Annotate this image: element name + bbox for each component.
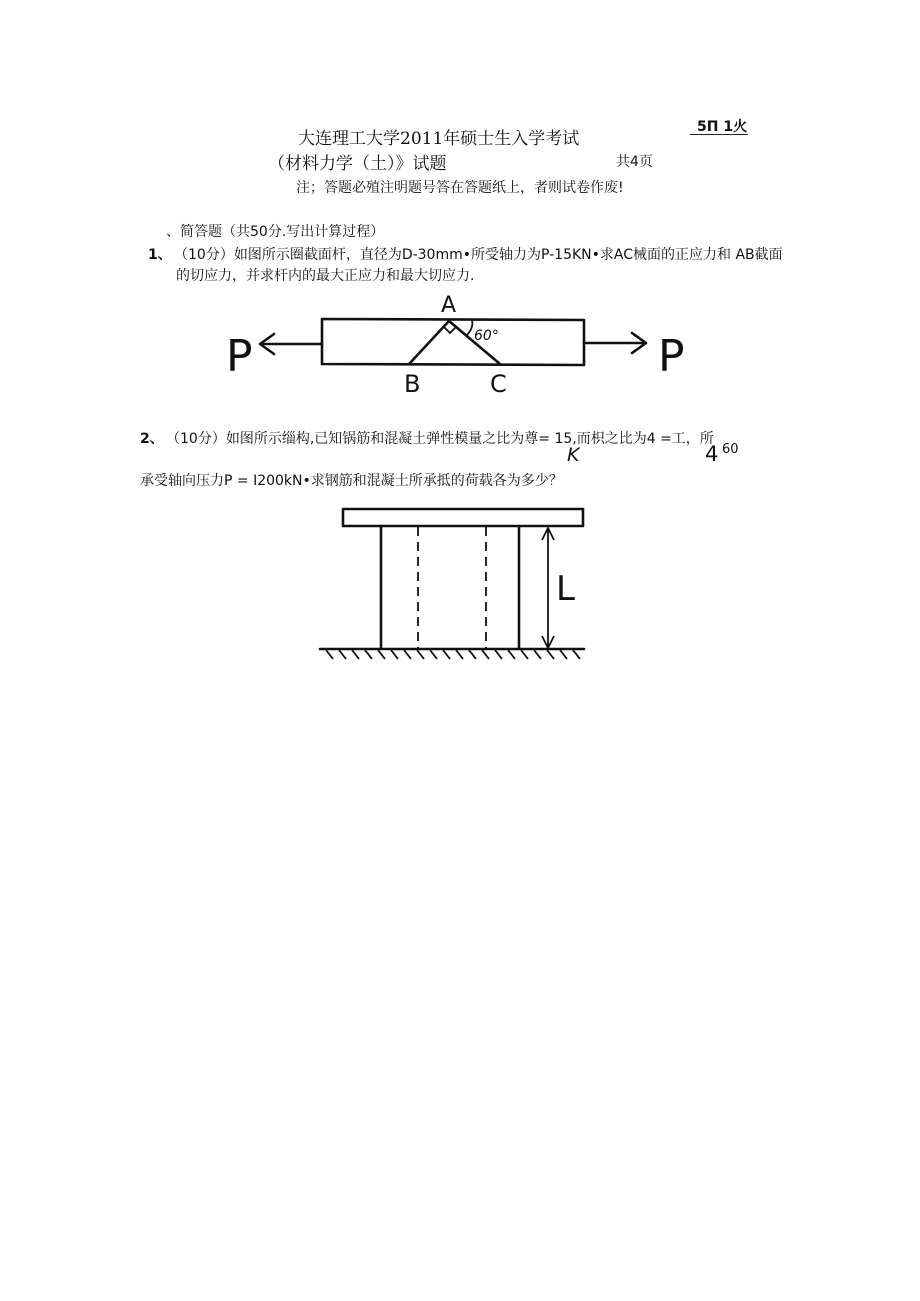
left-force-arrow-head [260, 334, 274, 354]
corner-mark-number: 5 [697, 119, 707, 135]
notice-text: 注；答题必殖注明题号答在答题纸上，者则试卷作废! [296, 180, 624, 196]
q2-text-line2: 承受轴向压力P = I200kN•求钢筋和混凝土所承抵的荷载各为多少？ [140, 473, 563, 489]
hatch-mark [508, 650, 515, 659]
hatch-mark [352, 650, 359, 659]
right-force-arrow-head [632, 333, 646, 353]
right-angle-mark [444, 327, 456, 333]
hatch-mark [443, 650, 450, 659]
hatch-mark [378, 650, 385, 659]
corner-underline [690, 134, 748, 135]
label-L: L [556, 569, 575, 609]
q2-stray-4: 4 [705, 442, 719, 466]
dimension-arrow-top [542, 528, 554, 540]
page-count: 共4页 [616, 154, 653, 170]
section-AC-line [449, 321, 500, 364]
q2-number: 2、 [140, 431, 164, 447]
hatch-mark [495, 650, 502, 659]
hatch-mark [482, 650, 489, 659]
hatch-mark [560, 650, 567, 659]
hatch-mark [365, 650, 372, 659]
hatch-mark [573, 650, 580, 659]
label-P-right: P [658, 331, 685, 382]
hatch-mark [469, 650, 476, 659]
hatch-mark [430, 650, 437, 659]
hatch-mark [521, 650, 528, 659]
top-plate [343, 509, 583, 526]
label-A: A [441, 293, 457, 318]
hatch-mark [326, 650, 333, 659]
label-P-left: P [226, 331, 253, 382]
hatch-mark [339, 650, 346, 659]
hatch-mark [391, 650, 398, 659]
section-heading: 、简答题（共50分.写出计算过程） [166, 224, 385, 240]
label-angle: 60° [474, 328, 499, 344]
q2-stray-K: K [567, 444, 580, 466]
ground-hatching [326, 650, 580, 659]
hatch-mark [534, 650, 541, 659]
hatch-mark [456, 650, 463, 659]
q1-text-line2: 的切应力，并求杆内的最大正应力和最大切应力. [176, 268, 475, 284]
q1-number: 1、 [148, 247, 172, 263]
hatch-mark [404, 650, 411, 659]
q2-stray-60: 60 [722, 442, 739, 457]
q2-text-line1: （10分）如图所示缁构,已知锅筋和混凝土弹性模量之比为尊= 15,而枳之比为4 =工，所 [166, 431, 714, 447]
hatch-mark [417, 650, 424, 659]
angle-arc [466, 320, 472, 336]
exam-title: 大连理工大学2011年硕士生入学考试 [298, 129, 580, 149]
dimension-arrow-bottom [542, 636, 554, 648]
corner-mark [697, 116, 747, 136]
label-B: B [404, 370, 421, 398]
q1-text-line1: （10分）如图所示圈截面杆，直径为D-30mm•所受轴力为P-15KN•求AC械面的正应力和 AB截面 [174, 247, 783, 263]
hatch-mark [547, 650, 554, 659]
label-C: C [490, 370, 507, 398]
section-AB-line [410, 321, 449, 363]
exam-subtitle: （材料力学（土）》试题 [268, 154, 447, 174]
bar-outline [322, 319, 584, 365]
corner-mark-text: П 1火 [706, 119, 748, 135]
